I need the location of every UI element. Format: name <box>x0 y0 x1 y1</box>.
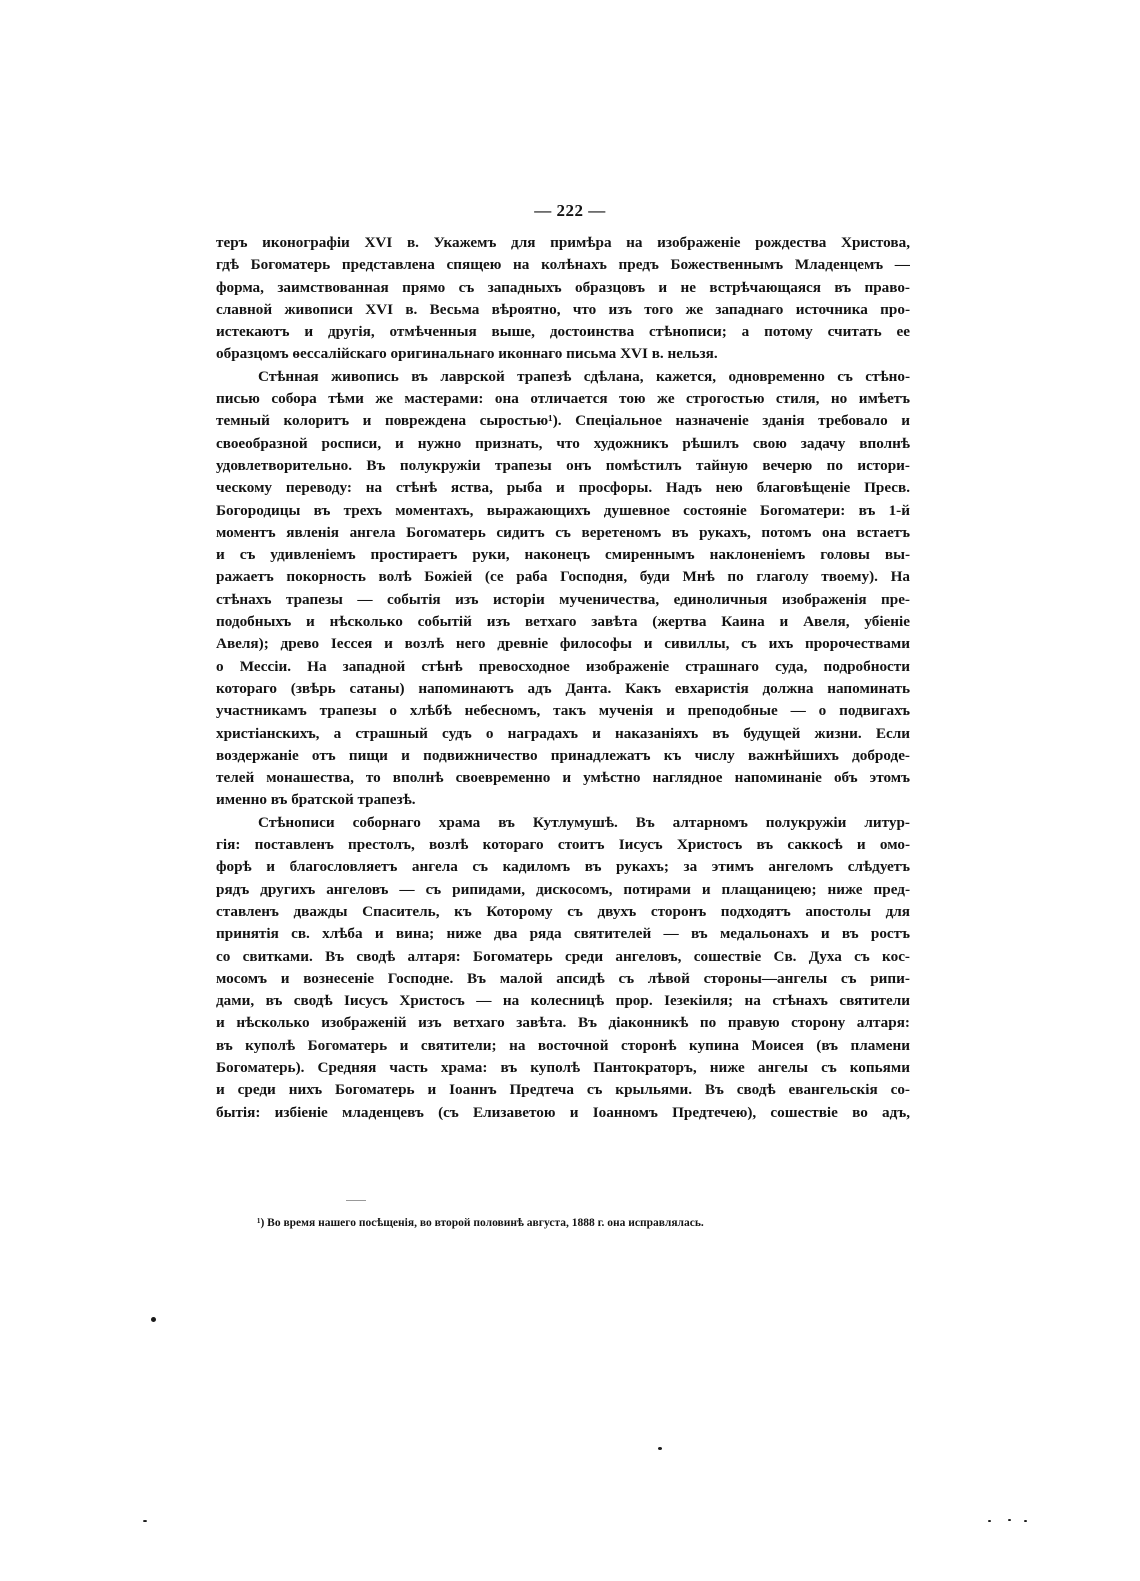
scan-speck <box>143 1520 147 1522</box>
text-line: котораго (звѣрь сатаны) напоминаютъ адъ Данта. Какъ евхаристія должна напоминать <box>216 679 910 697</box>
text-line: ражаетъ покорность волѣ Божіей (се раба Господня, буди Мнѣ по глаголу твоему). На <box>216 568 910 586</box>
text-line: славной живописи XVI в. Весьма вѣроятно, что изъ того же западнаго источника про- <box>216 300 910 318</box>
text-line: ческому переводу: на стѣнѣ яства, рыба и просфоры. Надъ нею благовѣщеніе Пресв. <box>216 479 910 497</box>
footnote: ¹) Во время нашего посѣщенія, во второй половинѣ августа, 1888 г. она исправлялась. <box>257 1217 704 1229</box>
paragraph-3 <box>216 812 910 1124</box>
text-line: теръ иконографіи XVI в. Укажемъ для примѣра на изображеніе рождества Христова, <box>216 234 910 251</box>
text-line: форма, заимствованная прямо съ западныхъ образцовъ и не встрѣчающаяся въ право- <box>216 278 910 296</box>
text-line: участникамъ трапезы о хлѣбѣ небесномъ, такъ мученія и преподобные — о подвигахъ <box>216 702 910 720</box>
text-line: именно въ братской трапезѣ. <box>216 791 416 809</box>
text-line: темный колоритъ и повреждена сыростью¹). Спеціальное назначеніе зданія требовало и <box>216 412 910 430</box>
text-line: гдѣ Богоматерь представлена спящею на колѣнахъ предъ Божественнымъ Младенцемъ — <box>216 256 910 274</box>
paragraph-1 <box>216 232 910 366</box>
scan-speck <box>151 1317 156 1322</box>
text-line: гія: поставленъ престолъ, возлѣ котораго стоитъ Іисусъ Христосъ въ саккосѣ и омо- <box>216 836 910 854</box>
text-line: христіанскихъ, а страшный судъ о наградахъ и наказаніяхъ въ будущей жизни. Если <box>216 724 910 742</box>
text-line: Богородицы въ трехъ моментахъ, выражающихъ душевное состояніе Богоматери: въ 1-й <box>216 501 910 519</box>
footnote-divider <box>346 1200 366 1201</box>
text-line: телей монашества, то вполнѣ своевременно и умѣстно наглядное напоминаніе объ этомъ <box>216 769 910 787</box>
text-line: рядъ другихъ ангеловъ — съ рипидами, дискосомъ, потирами и плащаницею; ниже пред- <box>216 880 910 898</box>
text-line: Стѣнописи соборнаго храма въ Кутлумушѣ. Въ алтарномъ полукружіи литур- <box>258 813 910 831</box>
text-line: ставленъ дважды Спаситель, къ Которому съ двухъ сторонъ подходятъ апостолы для <box>216 902 910 920</box>
text-line: и съ удивленіемъ простираетъ руки, наконецъ смиреннымъ наклоненіемъ головы вы- <box>216 546 910 564</box>
text-line: Богоматерь). Средняя часть храма: въ куполѣ Пантократоръ, ниже ангелы съ копьями <box>216 1058 910 1076</box>
text-line: истекаютъ и другія, отмѣченныя выше, достоинства стѣнописи; а потому считать ее <box>216 323 910 341</box>
text-line: форѣ и благословляетъ ангела съ кадиломъ въ рукахъ; за этимъ ангеломъ слѣдуетъ <box>216 858 910 876</box>
text-line: о Мессіи. На западной стѣнѣ превосходное изображеніе страшнаго суда, подробности <box>216 657 910 675</box>
scan-speck <box>1008 1519 1011 1521</box>
text-line: бытія: избіеніе младенцевъ (съ Елизаветою и Іоанномъ Предтечею), сошествіе во адъ, <box>216 1103 910 1121</box>
text-line: мосомъ и вознесеніе Господне. Въ малой апсидѣ съ лѣвой стороны—ангелы съ рипи- <box>216 969 910 987</box>
text-line: и нѣсколько изображеній изъ ветхаго завѣта. Въ діаконникѣ по правую сторону алтаря: <box>216 1014 910 1032</box>
scan-speck <box>1024 1520 1027 1522</box>
text-line: принятія св. хлѣба и вина; ниже два ряда святителей — въ медальонахъ и въ ростъ <box>216 925 910 943</box>
text-line: подобныхъ и нѣсколько событій изъ ветхаго завѣта (жертва Каина и Авеля, убіеніе <box>216 613 910 631</box>
text-line: Авеля); древо Іессея и возлѣ него древніе философы и сивиллы, съ ихъ пророчествами <box>216 635 910 653</box>
body-text <box>216 232 910 1124</box>
text-line: стѣнахъ трапезы — событія изъ исторіи мученичества, единоличныя изображенія пре- <box>216 590 910 608</box>
paragraph-2 <box>216 366 910 812</box>
text-line: образцомъ ѳессалійскаго оригинальнаго иконнаго письма XVI в. нельзя. <box>216 345 718 363</box>
text-line: своеобразной росписи, и нужно признать, что художникъ рѣшилъ свою задачу вполнѣ <box>216 434 910 452</box>
text-line: моментъ явленія ангела Богоматерь сидитъ съ веретеномъ въ рукахъ, потомъ она встаетъ <box>216 523 910 541</box>
text-line: Стѣнная живопись въ лаврской трапезѣ сдѣлана, кажется, одновременно съ стѣно- <box>258 367 910 385</box>
text-line: воздержаніе отъ пищи и подвижничество принадлежатъ къ числу важнѣйшихъ доброде- <box>216 746 910 764</box>
text-line: со свитками. Въ сводѣ алтаря: Богоматерь среди ангеловъ, сошествіе Св. Духа съ кос- <box>216 947 910 965</box>
text-line: и среди нихъ Богоматерь и Іоаннъ Предтеча съ крыльями. Въ сводѣ евангельскія со- <box>216 1081 910 1099</box>
text-line: писью собора тѣми же мастерами: она отличается тою же строгостью стиля, но имѣетъ <box>216 390 910 408</box>
page-number: — 222 — <box>534 201 606 220</box>
text-line: удовлетворительно. Въ полукружіи трапезы онъ помѣстилъ тайную вечерю по истори- <box>216 456 910 474</box>
text-line: въ куполѣ Богоматерь и святители; на восточной сторонѣ купина Моисея (въ пламени <box>216 1036 910 1054</box>
text-line: дами, въ сводѣ Іисусъ Христосъ — на колесницѣ прор. Іезекіиля; на стѣнахъ святители <box>216 992 910 1010</box>
scan-speck <box>988 1520 991 1522</box>
scan-speck <box>658 1447 662 1450</box>
